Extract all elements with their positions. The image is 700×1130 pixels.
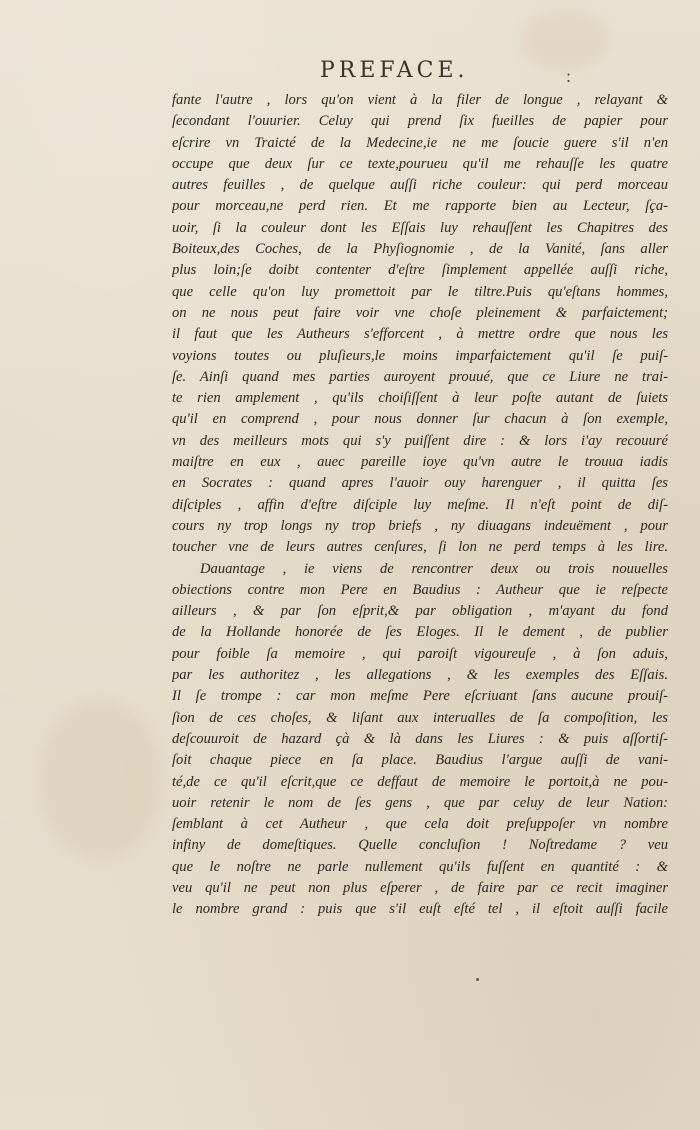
text-line: uoir, ſi la couleur dont les Eſſais luy rehauſſent les Chapitres des — [172, 219, 668, 236]
text-line: ailleurs , & par ſon eſprit,& par obligation , m'ayant du fond — [172, 603, 668, 620]
page-header-title: PREFACE. — [320, 58, 469, 83]
text-line: le nombre grand : puis que s'il euſt eſté tel , il eſtoit auſſi facile — [172, 901, 668, 918]
page-header-mark: : — [566, 66, 572, 86]
paper-stain — [40, 700, 160, 860]
text-line: de la Hollande honorée de ſes Eloges. Il le dement , de publier — [172, 624, 668, 641]
text-line: on ne nous peut faire voir vne choſe pleinement & parfaictement; — [172, 304, 668, 321]
ink-speck — [476, 978, 479, 981]
text-line: occupe que deux ſur ce texte,pourueu qu'il me rehauſſe les quatre — [172, 155, 668, 172]
text-line: voyions toutes ou pluſieurs,le moins imparfaictement qu'il ſe puiſ- — [172, 347, 668, 364]
text-line: deſcouuroit de hazard çà & là dans les Liures : & puis aſſortiſ- — [172, 730, 668, 747]
text-line: Dauantage , ie viens de rencontrer deux ou trois nouuelles — [200, 560, 668, 577]
text-line: cours ny trop longs ny trop briefs , ny diuagans indeuëment , pour — [172, 517, 668, 534]
text-line: ſoit chaque piece en ſa place. Baudius l'argue auſſi de vani- — [172, 752, 668, 769]
text-line: vn des meilleurs mots qui s'y puiſſent dire : & lors i'ay recouuré — [172, 432, 668, 449]
text-line: toucher vne de leurs autres cenſures, ſi lon ne perd temps à les lire. — [172, 539, 668, 556]
text-line: ſe. Ainſi quand mes parties auroyent prouué, que ce Liure ne trai- — [172, 368, 668, 385]
text-line: obiections contre mon Pere en Baudius : Autheur que ie reſpecte — [172, 581, 668, 598]
text-line: ſion de ces choſes, & liſant aux interualles de ſa compoſition, les — [172, 709, 668, 726]
text-line: il faut que les Autheurs s'efforcent , à mettre ordre que nous les — [172, 326, 668, 343]
text-line: autres feuilles , de quelque auſſi riche couleur: qui perd morceau — [172, 177, 668, 194]
text-line: uoir retenir le nom de ſes gens , que par celuy de leur Nation: — [172, 794, 668, 811]
text-line: infiny de domeſtiques. Quelle concluſion ! Noſtredame ? veu — [172, 837, 668, 854]
text-line: par les authoritez , les allegations , & les exemples des Eſſais. — [172, 667, 668, 684]
text-line: veu qu'il ne peut non plus eſperer , de faire par ce recit imaginer — [172, 879, 668, 896]
text-line: pour morceau,ne perd rien. Et me rapporte bien au Lecteur, ſça- — [172, 198, 668, 215]
text-line: te rien amplement , qu'ils choiſiſſent à leur poſte autant de ſuiets — [172, 390, 668, 407]
text-line: eſcrire vn Traicté de la Medecine,ie ne me ſoucie guere s'il n'en — [172, 134, 668, 151]
text-line: Il ſe trompe : car mon meſme Pere eſcriuant ſans aucune prouiſ- — [172, 688, 668, 705]
text-line: ſemblant à cet Autheur , que cela doit preſuppoſer vn nombre — [172, 816, 668, 833]
text-line: diſciples , affin d'eſtre diſciple luy meſme. Il n'eſt point de diſ- — [172, 496, 668, 513]
text-line: qu'il en comprend , pour nous donner ſur chacun à ſon exemple, — [172, 411, 668, 428]
preface-body-text — [172, 90, 668, 921]
text-line: fante l'autre , lors qu'on vient à la filer de longue , relayant & — [172, 92, 668, 108]
text-line: ſecondant l'ouurier. Celuy qui prend ſix fueilles de papier pour — [172, 113, 668, 130]
text-line: maiſtre en eux , auec pareille ioye qu'vn autre le trouua iadis — [172, 454, 668, 471]
text-line: plus loin;ſe doibt contenter d'eſtre ſimplement appellée auſſi riche, — [172, 262, 668, 279]
text-line: Boiteux,des Coches, de la Phyſiognomie , de la Vanité, ſans aller — [172, 241, 668, 258]
text-line: en Socrates : quand apres l'auoir ouy harenguer , il quitta ſes — [172, 475, 668, 492]
text-line: té,de ce qu'il eſcrit,que ce deffaut de memoire le portoit,à ne pou- — [172, 773, 668, 790]
text-line: pour foible ſa memoire , qui paroiſt vigoureuſe , à ſon aduis, — [172, 645, 668, 662]
text-line: que le noſtre ne parle nullement qu'ils fuſſent en quantité : & — [172, 858, 668, 875]
text-line: que celle qu'on luy promettoit par le tiltre.Puis qu'eſtans hommes, — [172, 283, 668, 300]
paper-stain — [520, 10, 610, 70]
